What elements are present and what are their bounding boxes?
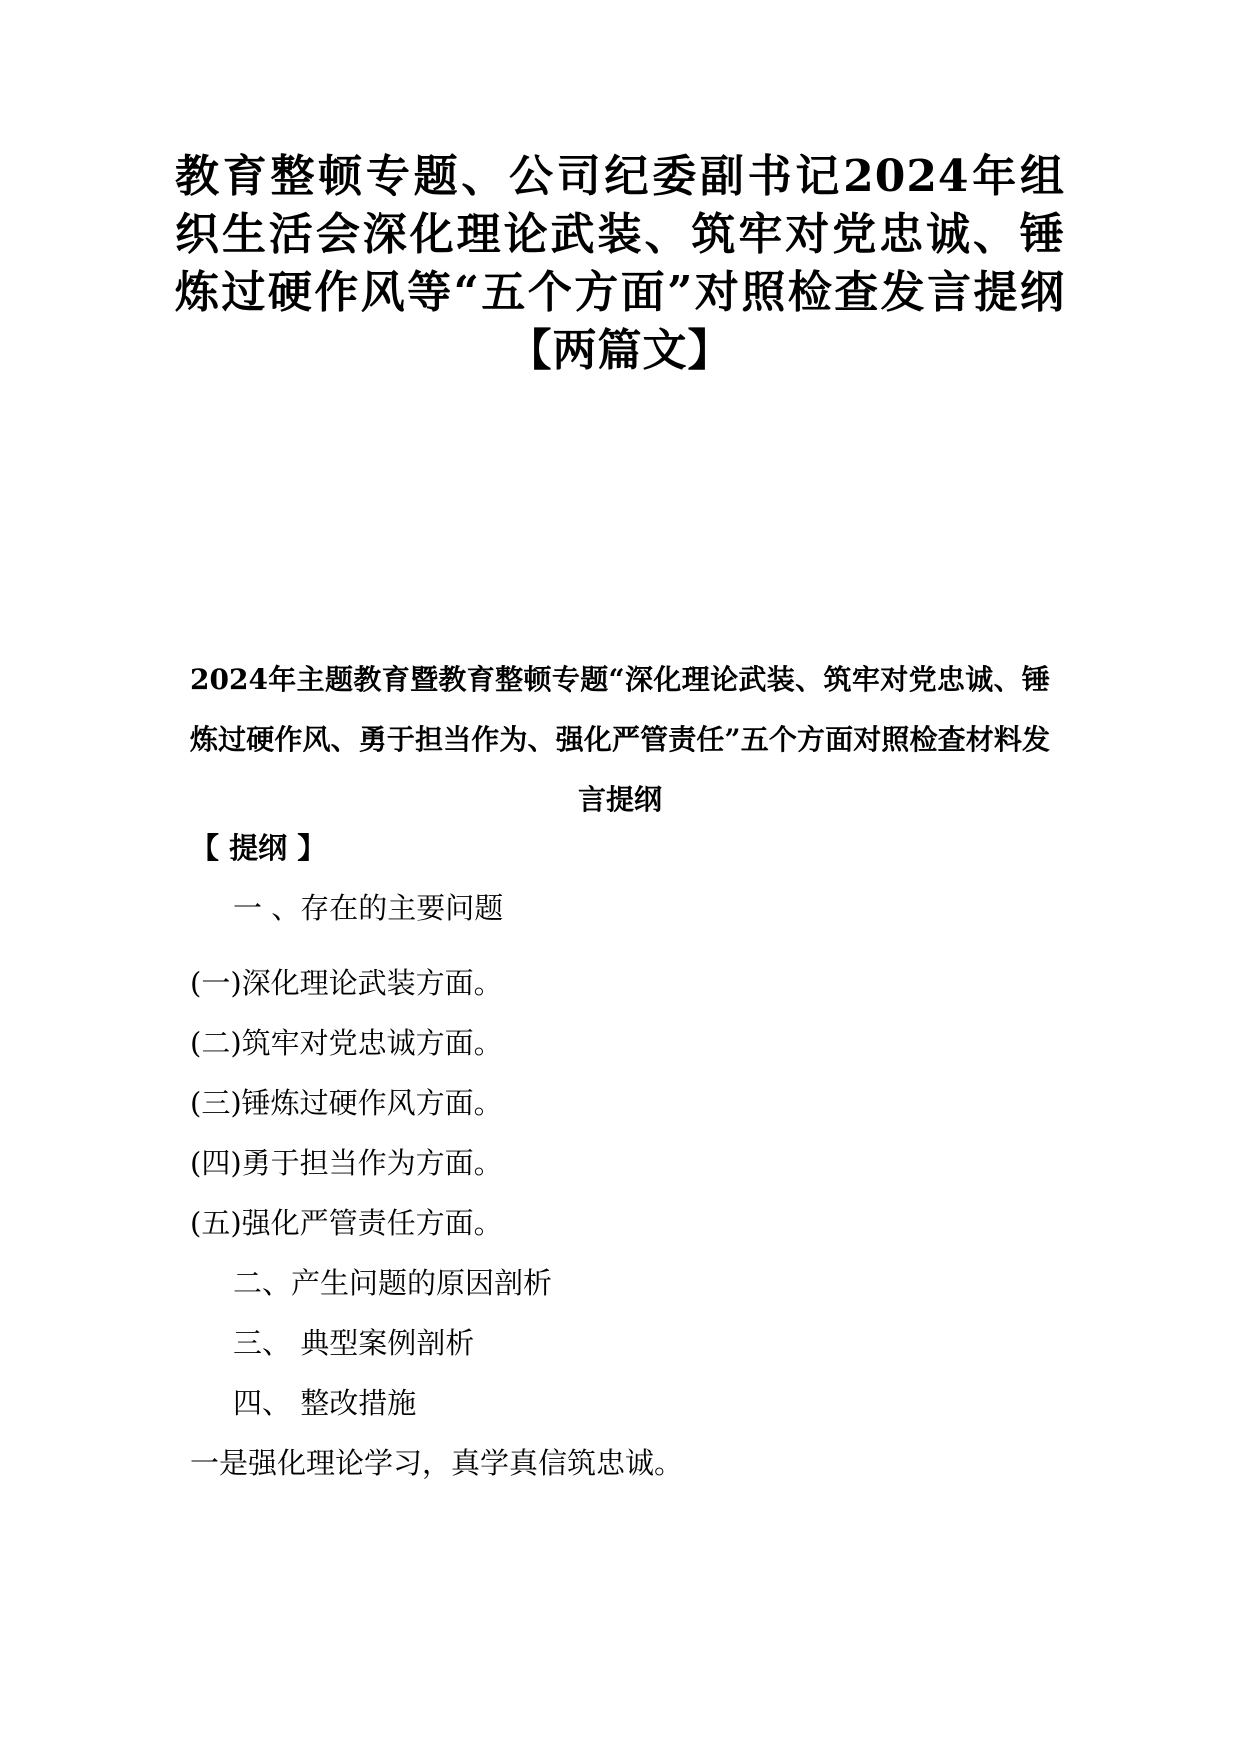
- list-item: (五)强化严管责任方面。: [190, 1206, 503, 1240]
- measure-item: 一是强化理论学习，真学真信筑忠诚。: [190, 1446, 684, 1480]
- section-heading-cases: 三、 典型案例剖析: [233, 1326, 475, 1360]
- list-item: (四)勇于担当作为方面。: [190, 1146, 503, 1180]
- list-item: (一)深化理论武装方面。: [190, 966, 503, 1000]
- outline-label: 【 提纲 】: [190, 831, 327, 865]
- list-item: (二)筑牢对党忠诚方面。: [190, 1026, 503, 1060]
- document-subtitle: 2024年主题教育暨教育整顿专题“深化理论武装、筑牢对党忠诚、锤炼过硬作风、勇于担当作为、强化严管责任”五个方面对照检查材料发言提纲: [190, 663, 1050, 816]
- section-heading-problems: 一 、存在的主要问题: [233, 891, 504, 925]
- section-heading-measures: 四、 整改措施: [233, 1386, 417, 1420]
- section-heading-causes: 二、产生问题的原因剖析: [233, 1266, 553, 1300]
- list-item: (三)锤炼过硬作风方面。: [190, 1086, 503, 1120]
- document-title: 教育整顿专题、公司纪委副书记2024年组织生活会深化理论武装、筑牢对党忠诚、锤炼过硬作风等“五个方面”对照检查发言提纲【两篇文】: [175, 151, 1065, 376]
